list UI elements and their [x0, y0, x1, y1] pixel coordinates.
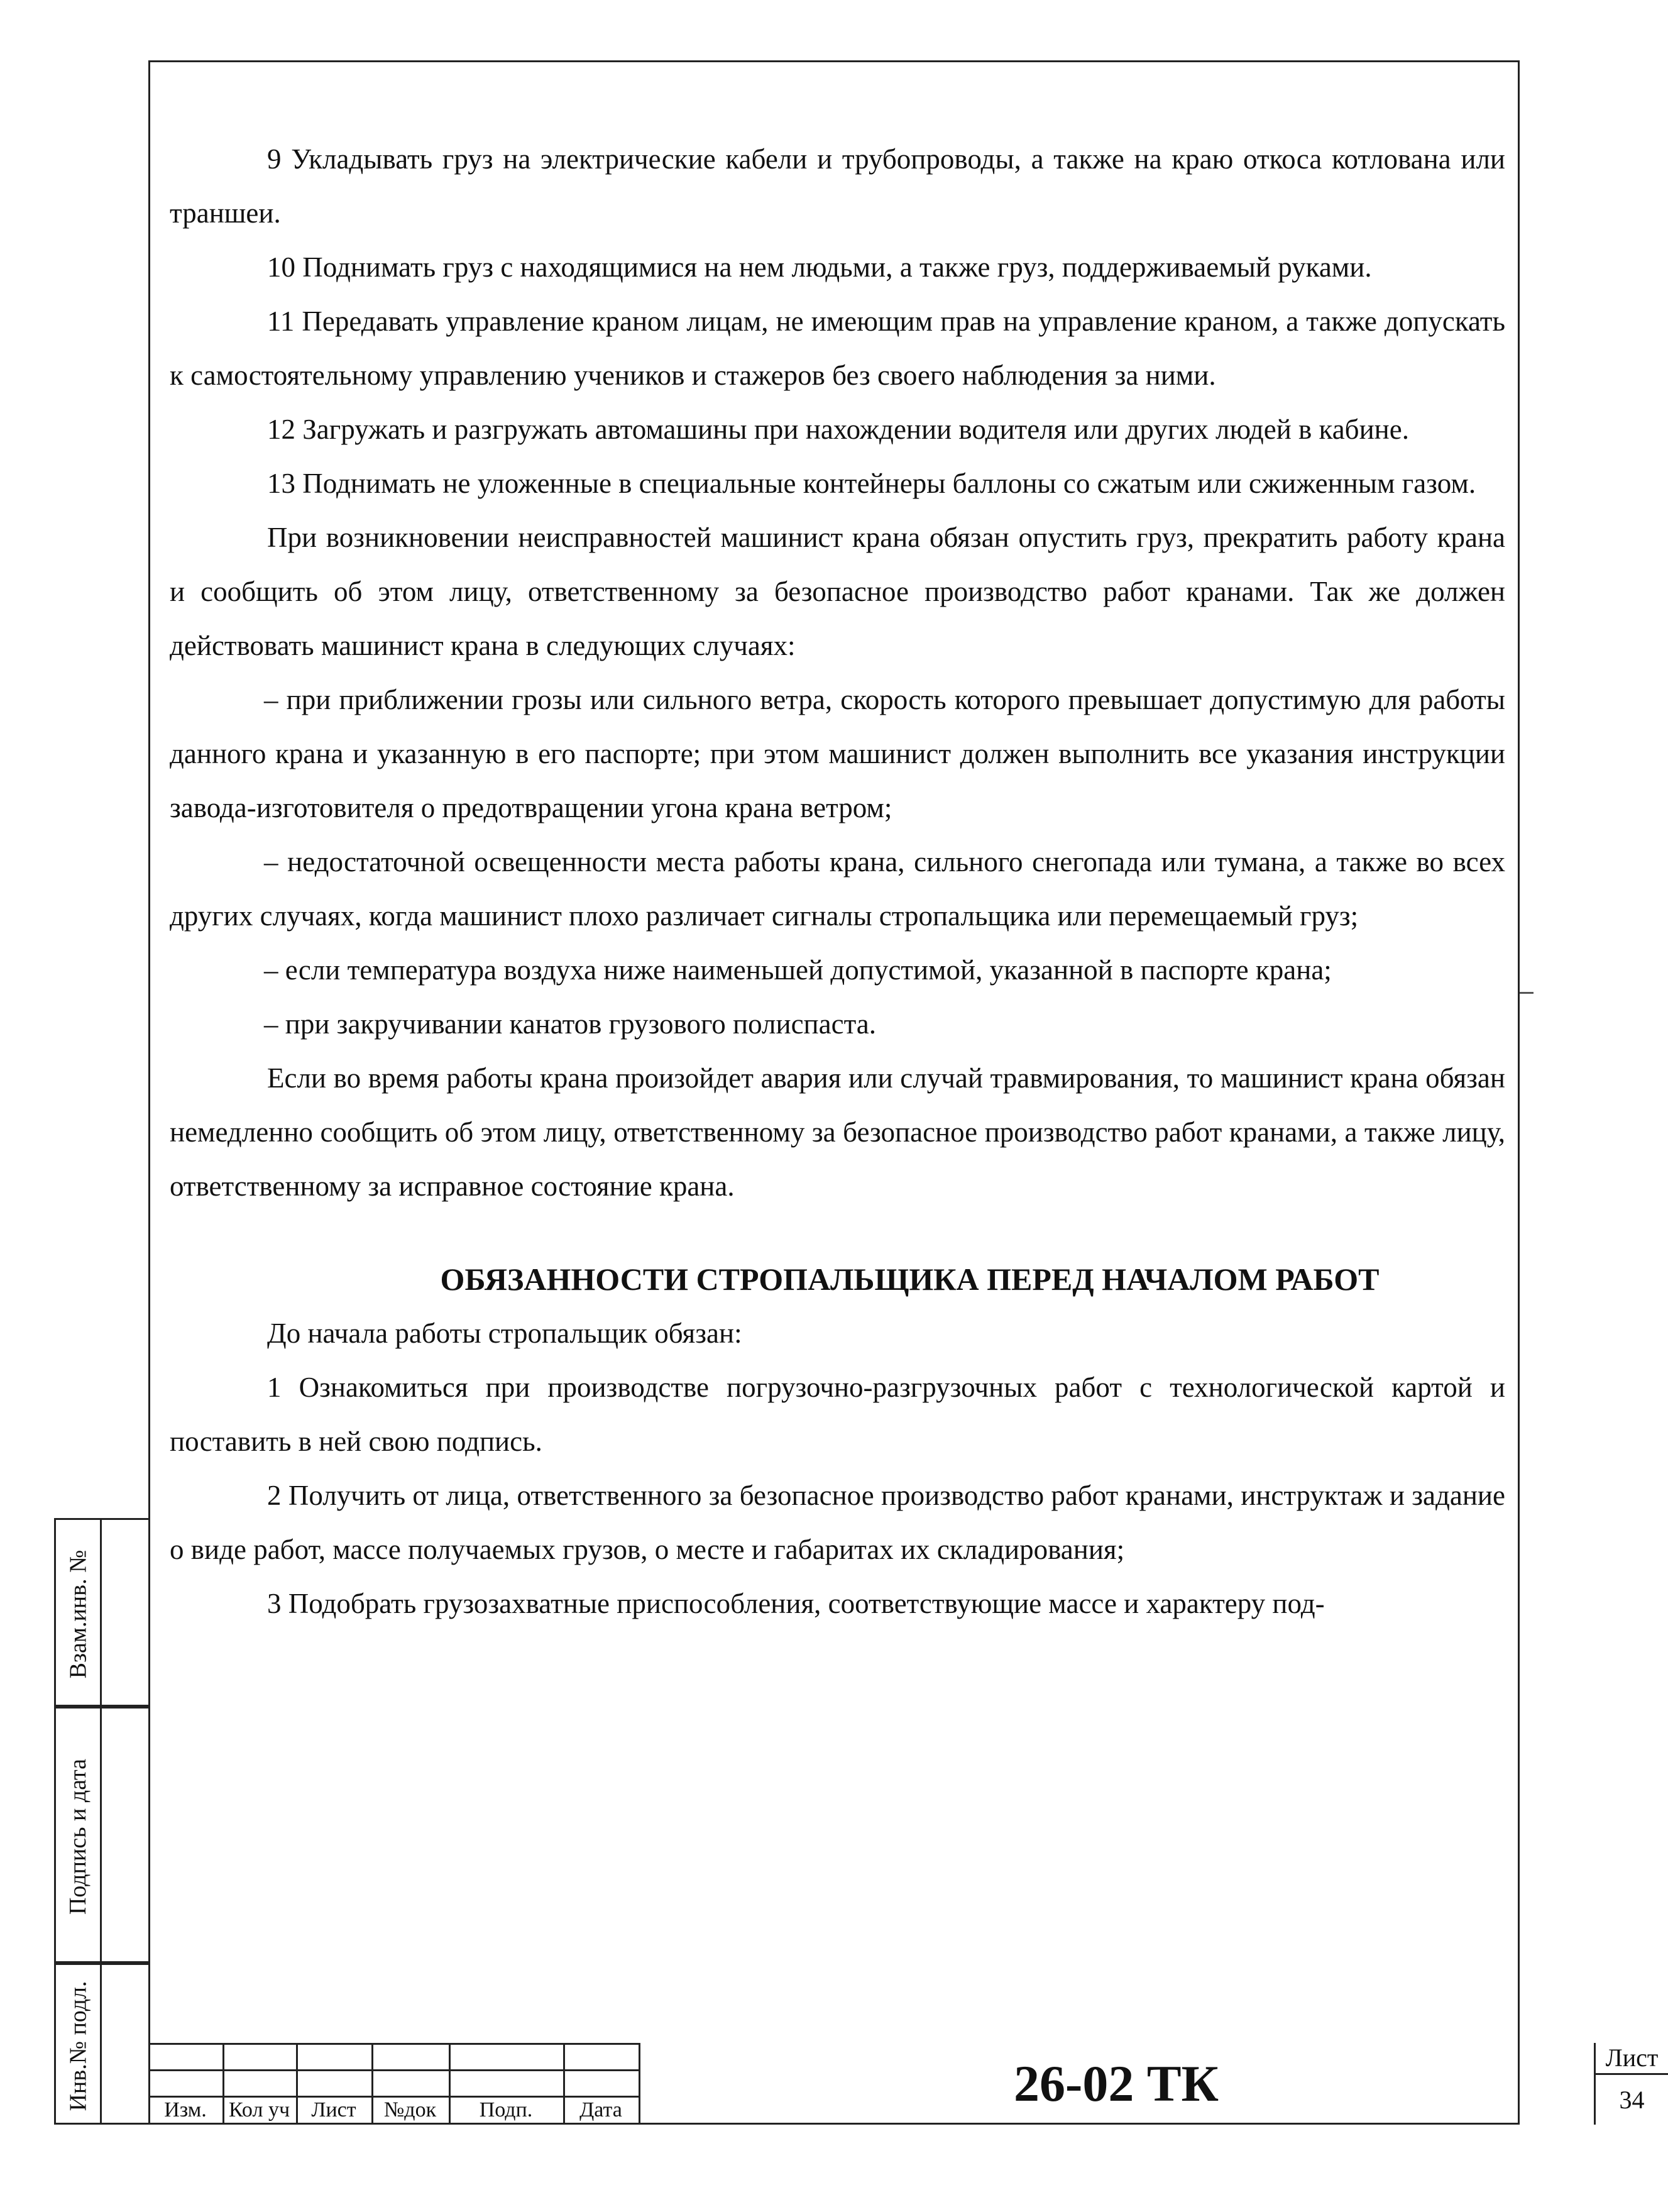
stamp-cell-podpis — [54, 1707, 148, 1963]
col-list: Лист — [311, 2098, 356, 2121]
paragraph: До начала работы стропальщик обязан: — [267, 1318, 742, 1349]
col-podp: Подп. — [479, 2098, 533, 2121]
document-body — [170, 132, 1505, 1631]
paragraph: 12 Загружать и разгружать автомашины при нахождении водителя или других людей в кабине. — [267, 414, 1409, 445]
paragraph: 2 Получить от лица, ответственного за безопасное производство работ кранами, инструктаж и задание о виде работ, массе получаемых грузов, о месте и габаритах их складирования; — [170, 1480, 1505, 1565]
col-izm: Изм. — [164, 2098, 207, 2121]
stamp-cell-inv — [54, 1963, 148, 2125]
stamp-label-vzam: Взам.инв. № — [65, 1549, 92, 1679]
stamp-label-inv: Инв.№ подл. — [65, 1980, 92, 2111]
paragraph: – при приближении грозы или сильного ветра, скорость которого превышает допустимую для работы данного крана и указанную в его паспорте; при этом машинист должен выполнить все указания инструкции завода-изготовителя о предотвращении угона крана ветром; — [170, 684, 1505, 823]
paragraph: – если температура воздуха ниже наименьшей допустимой, указанной в паспорте крана; — [264, 954, 1332, 986]
section-heading: ОБЯЗАННОСТИ СТРОПАЛЬЩИКА ПЕРЕД НАЧАЛОМ РАБОТ — [440, 1262, 1380, 1297]
sheet-number: 34 — [1619, 2086, 1645, 2114]
paragraph: 13 Поднимать не уложенные в специальные контейнеры баллоны со сжатым или сжиженным газом. — [267, 468, 1476, 499]
margin-mark — [1520, 992, 1534, 994]
paragraph-group-slinger — [170, 1306, 1505, 1631]
title-block — [148, 2043, 1659, 2125]
revision-grid — [148, 2043, 639, 2125]
paragraph: 3 Подобрать грузозахватные приспособления, соответствующие массе и характеру под- — [267, 1588, 1325, 1619]
document-code: 26-02 ТК — [1014, 2055, 1219, 2112]
col-nodok: №док — [383, 2098, 437, 2121]
side-stamp — [54, 1518, 148, 2125]
paragraph: 11 Передавать управление краном лицам, не имеющим прав на управление краном, а также допускать к самостоятельному управлению учеников и стажеров без своего наблюдения за ними. — [170, 305, 1505, 391]
sheet-label: Лист — [1596, 2043, 1668, 2075]
paragraph: При возникновении неисправностей машинист крана обязан опустить груз, прекратить работу крана и сообщить об этом лицу, ответственному за безопасное производство работ кранами. Так же должен действовать машинист крана в следующих случаях: — [170, 522, 1505, 661]
paragraph: 9 Укладывать груз на электрические кабели и трубопроводы, а также на краю откоса котлована или траншеи. — [170, 143, 1505, 229]
paragraph: – недостаточной освещенности места работы крана, сильного снегопада или тумана, а также во всех других случаях, когда машинист плохо различает сигналы стропальщика или перемещаемый груз; — [170, 846, 1505, 932]
paragraph-group-crane-operator — [170, 132, 1505, 1213]
paragraph: 1 Ознакомиться при производстве погрузочно-разгрузочных работ с технологической картой и поставить в ней свою подпись. — [170, 1372, 1505, 1457]
paragraph: – при закручивании канатов грузового полиспаста. — [264, 1008, 877, 1040]
stamp-label-podpis: Подпись и дата — [65, 1758, 92, 1915]
paragraph: Если во время работы крана произойдет авария или случай травмирования, то машинист крана обязан немедленно сообщить об этом лицу, ответственному за безопасное производство работ кранами, а также лицу, ответственному за исправное состояние крана. — [170, 1062, 1505, 1202]
col-data: Дата — [579, 2098, 622, 2121]
sheet-box — [1594, 2043, 1668, 2125]
col-kol-uch: Кол уч — [228, 2098, 290, 2121]
paragraph: 10 Поднимать груз с находящимися на нем людьми, а также груз, поддерживаемый руками. — [267, 251, 1372, 283]
stamp-cell-vzam — [54, 1518, 148, 1707]
